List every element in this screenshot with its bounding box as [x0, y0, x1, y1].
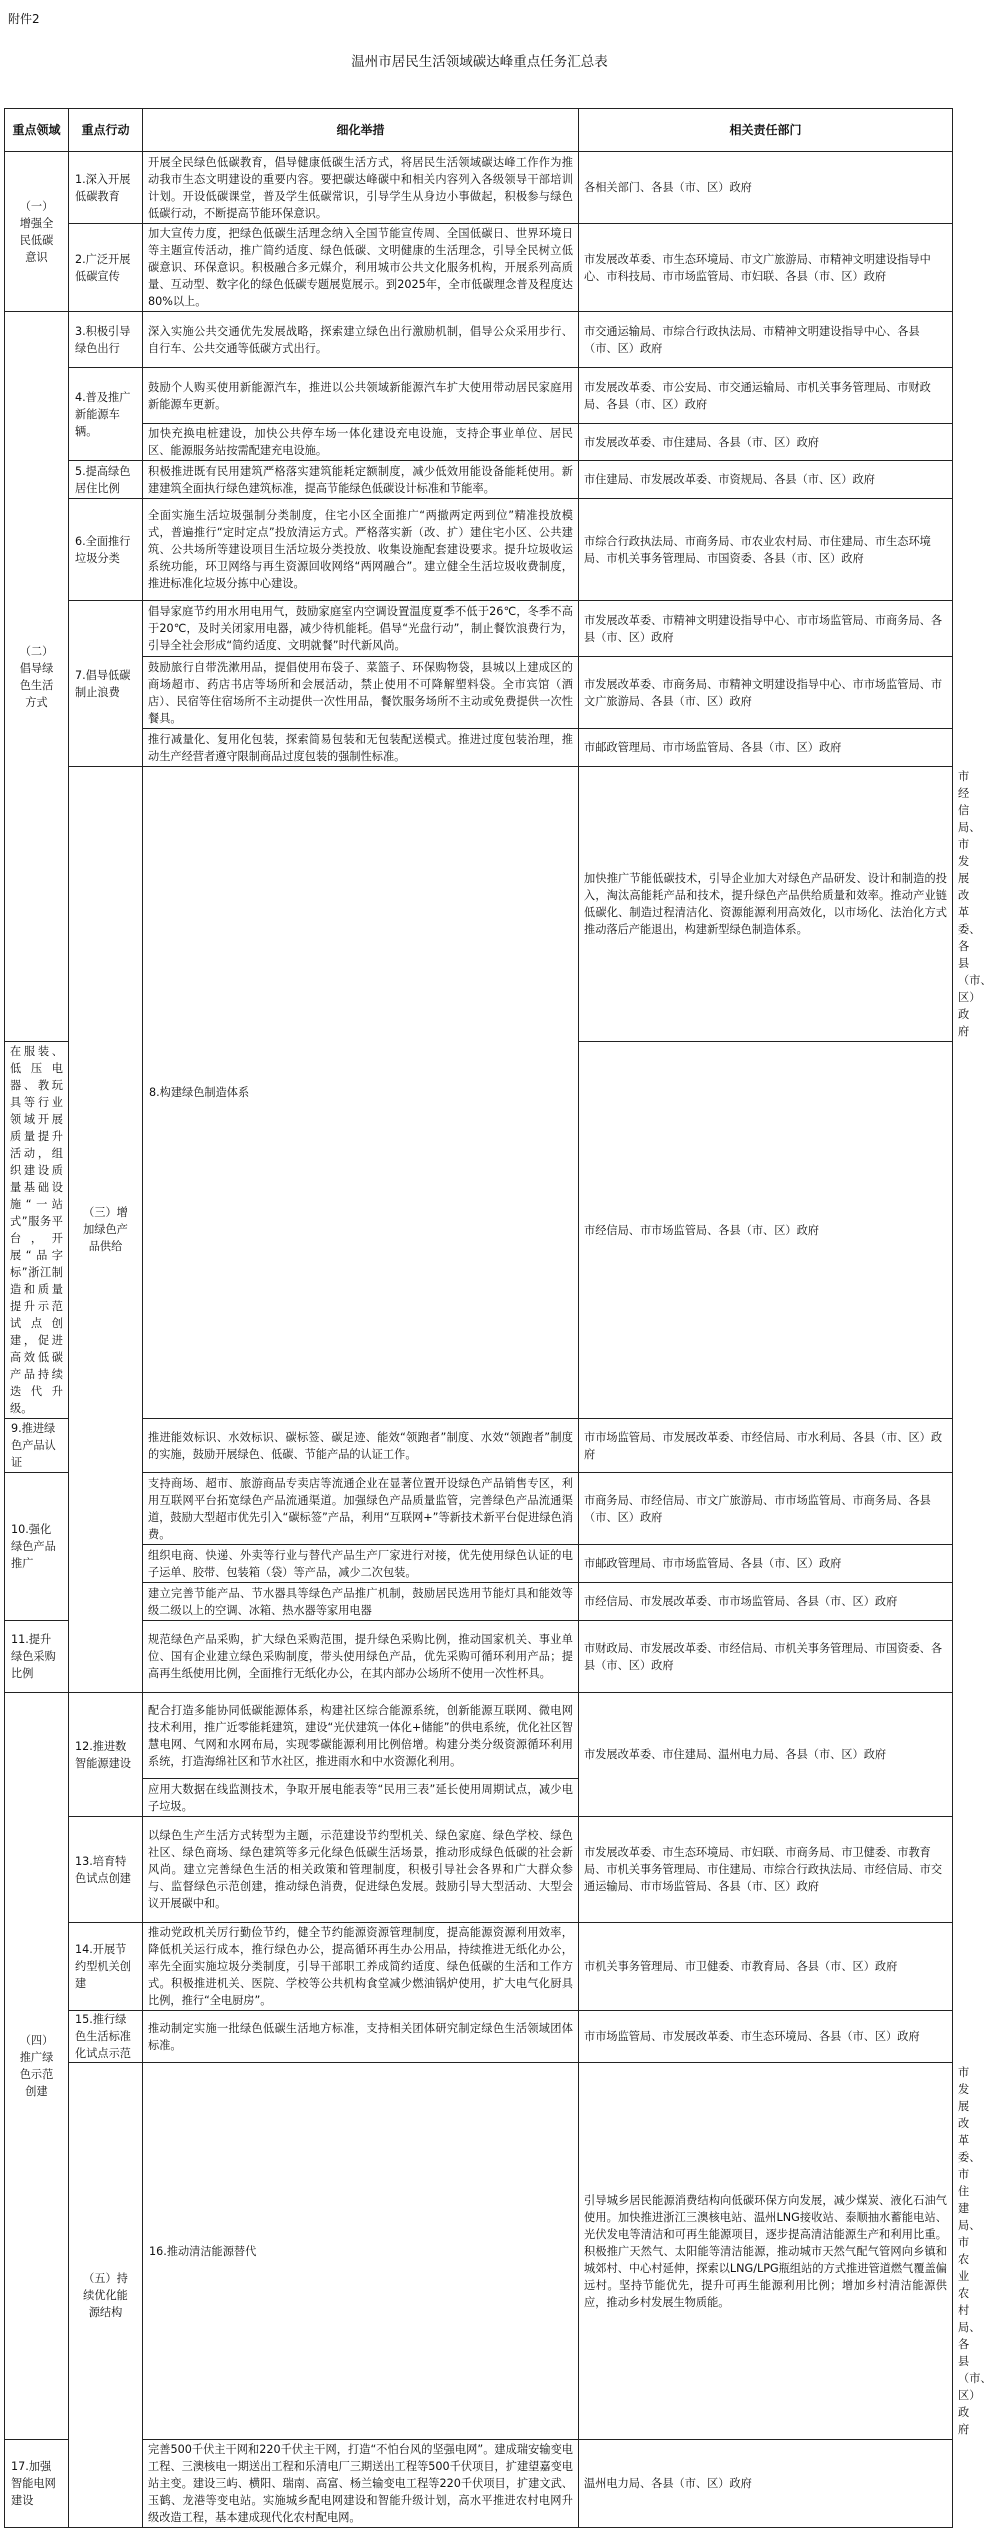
measure-cell: 规范绿色产品采购，扩大绿色采购范围，提升绿色采购比例，推动国家机关、事业单位、国有企业建立绿色采购制度，带头使用绿色产品，优先采购可循环利用产品；提高再生纸使用比例，全面推行无纸化办公，在其内部办公场所不使用一次性杯具。	[143, 1621, 579, 1693]
dept-cell: 市交通运输局、市综合行政执法局、市精神文明建设指导中心、各县（市、区）政府	[579, 312, 953, 368]
measure-cell: 深入实施公共交通优先发展战略，探索建立绿色出行激励机制，倡导公众采用步行、自行车、公共交通等低碳方式出行。	[143, 312, 579, 368]
dept-cell: 市财政局、市发展改革委、市经信局、市机关事务管理局、市国资委、各县（市、区）政府	[579, 1621, 953, 1693]
table-row: （三）增加绿色产品供给 8.构建绿色制造体系 加快推广节能低碳技术，引导企业加大对绿色产品研发、设计和制造的投入，淘汰高能耗产品和技术，提升绿色产品供给质量和效率。推动产业链低碳化、制造过程清洁化、资源能源利用高效化，以市场化、法治化方式推动落后产能退出，构建新型绿色制造体系。 市经信局、市发展改革委、各县（市、区）政府	[5, 767, 953, 1042]
measure-cell: 推动制定实施一批绿色低碳生活地方标准，支持相关团体研究制定绿色生活领域团体标准。	[143, 2011, 579, 2063]
table-row	[5, 1473, 953, 1545]
table-row	[5, 1693, 953, 1779]
action-cell: 15.推行绿色生活标准化试点示范	[69, 2011, 143, 2063]
measure-cell: 以绿色生产生活方式转型为主题，示范建设节约型机关、绿色家庭、绿色学校、绿色社区、绿色商场、绿色建筑等多元化绿色低碳生活场景，推动形成绿色低碳的社会新风尚。建立完善绿色生活的相关政策和管理制度，积极引导社会各界和广大群众参与、监督绿色示范创建，推动绿色消费，促进绿色发展。鼓励引导大型活动、大型会议开展碳中和。	[143, 1817, 579, 1923]
table-row	[5, 2440, 953, 2528]
dept-cell: 市发展改革委、市商务局、市精神文明建设指导中心、市市场监管局、市文广旅游局、各县（市、区）政府	[579, 657, 953, 729]
action-cell: 2.广泛开展低碳宣传	[69, 224, 143, 312]
task-summary-table	[4, 108, 992, 2528]
action-cell: 1.深入开展低碳教育	[69, 152, 143, 224]
table-row	[5, 2011, 953, 2063]
measure-cell: 在服装、低压电器、教玩具等行业领域开展质量提升活动，组织建设质量基础设施“一站式”服务平台，开展“品字标”浙江制造和质量提升示范试点创建，促进高效低碳产品持续迭代升级。	[5, 1042, 69, 1419]
measure-cell: 鼓励个人购买使用新能源汽车，推进以公共领域新能源汽车扩大使用带动居民家庭用新能源车更新。	[143, 368, 579, 424]
action-cell: 11.提升绿色采购比例	[5, 1621, 69, 1693]
action-cell: 13.培育特色试点创建	[69, 1817, 143, 1923]
measure-cell: 应用大数据在线监测技术，争取开展电能表等“民用三表”延长使用周期试点，减少电子垃圾。	[143, 1779, 579, 1817]
action-cell: 14.开展节约型机关创建	[69, 1923, 143, 2011]
domain-cell: （三）增加绿色产品供给	[69, 767, 143, 1693]
header-domain: 重点领域	[5, 109, 69, 152]
action-cell: 5.提高绿色居住比例	[69, 461, 143, 499]
measure-cell: 加快推广节能低碳技术，引导企业加大对绿色产品研发、设计和制造的投入，淘汰高能耗产品和技术，提升绿色产品供给质量和效率。推动产业链低碳化、制造过程清洁化、资源能源利用高效化，以市场化、法治化方式推动落后产能退出，构建新型绿色制造体系。	[579, 767, 953, 1042]
table-row	[5, 601, 953, 657]
table-row	[5, 1923, 953, 2011]
dept-cell: 市发展改革委、市公安局、市交通运输局、市机关事务管理局、市财政局、各县（市、区）政府	[579, 368, 953, 424]
table-row	[5, 1621, 953, 1693]
table-row	[5, 1419, 953, 1473]
dept-cell: 市经信局、市市场监管局、各县（市、区）政府	[579, 1042, 953, 1419]
table-row	[5, 729, 953, 767]
table-row	[5, 1545, 953, 1583]
dept-cell: 市住建局、市发展改革委、市资规局、各县（市、区）政府	[579, 461, 953, 499]
dept-cell: 市发展改革委、市住建局、温州电力局、各县（市、区）政府	[579, 1693, 953, 1817]
measure-cell: 加快充换电桩建设，加快公共停车场一体化建设充电设施，支持企事业单位、居民区、能源服务站按需配建充电设施。	[143, 424, 579, 461]
measure-cell: 加大宣传力度，把绿色低碳生活理念纳入全国节能宣传周、全国低碳日、世界环境日等主题宣传活动，推广简约适度、绿色低碳、文明健康的生活理念，引导全民树立低碳意识、环保意识。积极融合多元媒介，利用城市公共文化服务机构，开展系列高质量、互动型、数字化的绿色低碳专题展览展示。到2025年，全市低碳理念普及程度达80%以上。	[143, 224, 579, 312]
table-row	[5, 657, 953, 729]
domain-cell: （五）持续优化能源结构	[69, 2063, 143, 2528]
table-row	[5, 368, 953, 424]
action-cell: 6.全面推行垃圾分类	[69, 499, 143, 601]
page-title: 温州市居民生活领域碳达峰重点任务汇总表	[351, 54, 608, 70]
domain-cell: （二）倡导绿色生活方式	[5, 312, 69, 1042]
dept-cell: 市市场监管局、市发展改革委、市生态环境局、各县（市、区）政府	[579, 2011, 953, 2063]
header-dept: 相关责任部门	[579, 109, 953, 152]
dept-cell: 各相关部门、各县（市、区）政府	[579, 152, 953, 224]
measure-cell: 配合打造多能协同低碳能源体系，构建社区综合能源系统，创新能源互联网、微电网技术利用，推广近零能耗建筑，建设“光伏建筑一体化+储能”的供电系统，优化社区智慧电网、气网和水网布局，实现零碳能源利用比例倍增。构建分类分级资源循环利用系统，打造海绵社区和节水社区，推进雨水和中水资源化利用。	[143, 1693, 579, 1779]
measure-cell: 积极推进既有民用建筑严格落实建筑能耗定额制度，减少低效用能设备能耗使用。新建建筑全面执行绿色建筑标准，提高节能绿色低碳设计标准和节能率。	[143, 461, 579, 499]
measure-cell: 倡导家庭节约用水用电用气，鼓励家庭室内空调设置温度夏季不低于26℃，冬季不高于20℃，及时关闭家用电器，减少待机能耗。倡导“光盘行动”，制止餐饮浪费行为，引导全社会形成“简约适度、文明就餐”时代新风尚。	[143, 601, 579, 657]
measure-cell: 全面实施生活垃圾强制分类制度，住宅小区全面推广“两撤两定两到位”精准投放模式，普遍推行“定时定点”投放清运方式。严格落实新（改、扩）建住宅小区、公共建筑、公共场所等建设项目生活垃圾分类投放、收集设施配套建设要求。提升垃圾收运系统功能，环卫网络与再生资源回收网络“两网融合”。建立健全生活垃圾收费制度，推进标准化垃圾分拣中心建设。	[143, 499, 579, 601]
action-cell: 8.构建绿色制造体系	[143, 767, 579, 1419]
dept-cell: 市市场监管局、市发展改革委、市经信局、市水利局、各县（市、区）政府	[579, 1419, 953, 1473]
dept-cell: 市机关事务管理局、市卫健委、市教育局、各县（市、区）政府	[579, 1923, 953, 2011]
domain-cell: （一）增强全民低碳意识	[5, 152, 69, 312]
measure-cell: 建立完善节能产品、节水器具等绿色产品推广机制，鼓励居民选用节能灯具和能效等级二级以上的空调、冰箱、热水器等家用电器	[143, 1583, 579, 1621]
action-cell: 3.积极引导绿色出行	[69, 312, 143, 368]
measure-cell: 鼓励旅行自带洗漱用品，提倡使用布袋子、菜篮子、环保购物袋，县城以上建成区的商场超市、药店书店等场所和会展活动，禁止使用不可降解塑料袋。全市宾馆（酒店）、民宿等住宿场所不主动提供一次性用品，餐饮服务场所不主动或免费提供一次性餐具。	[143, 657, 579, 729]
annex-label: 附件2	[8, 12, 40, 26]
dept-cell: 市发展改革委、市生态环境局、市文广旅游局、市精神文明建设指导中心、市科技局、市市场监管局、市妇联、各县（市、区）政府	[579, 224, 953, 312]
dept-cell: 市邮政管理局、市市场监管局、各县（市、区）政府	[579, 729, 953, 767]
measure-cell: 引导城乡居民能源消费结构向低碳环保方向发展，减少煤炭、液化石油气使用。加快推进浙江三澳核电站、温州LNG接收站、泰顺抽水蓄能电站、光伏发电等清洁和可再生能源项目，逐步提高清洁能源生产和利用比重。积极推广天然气、太阳能等清洁能源，推动城市天然气配气管网向乡镇和城郊村、中心村延伸，探索以LNG/LPG瓶组站的方式推进管道燃气覆盖偏远村。坚持节能优先，提升可再生能源利用比例；增加乡村清洁能源供应，推动乡村发展生物质能。	[579, 2063, 953, 2440]
dept-cell: 市商务局、市经信局、市文广旅游局、市市场监管局、市商务局、各县（市、区）政府	[579, 1473, 953, 1545]
table-row	[5, 152, 953, 224]
header-measure: 细化举措	[143, 109, 579, 152]
action-cell: 17.加强智能电网建设	[5, 2440, 69, 2528]
table-row	[5, 424, 953, 461]
table-row: （五）持续优化能源结构 16.推动清洁能源替代 引导城乡居民能源消费结构向低碳环保方向发展，减少煤炭、液化石油气使用。加快推进浙江三澳核电站、温州LNG接收站、泰顺抽水蓄能电站、光伏发电等清洁和可再生能源项目，逐步提高清洁能源生产和利用比重。积极推广天然气、太阳能等清洁能源，推动城市天然气配气管网向乡镇和城郊村、中心村延伸，探索以LNG/LPG瓶组站的方式推进管道燃气覆盖偏远村。坚持节能优先，提升可再生能源利用比例；增加乡村清洁能源供应，推动乡村发展生物质能。 市发展改革委、市住建局、市农业农村局、各县（市、区）政府	[5, 2063, 953, 2440]
dept-cell: 市发展改革委、市住建局、各县（市、区）政府	[579, 424, 953, 461]
table-row	[5, 224, 953, 312]
measure-cell: 推进能效标识、水效标识、碳标签、碳足迹、能效“领跑者”制度、水效“领跑者”制度的实施，鼓励开展绿色、低碳、节能产品的认证工作。	[143, 1419, 579, 1473]
action-cell: 4.普及推广新能源车辆。	[69, 368, 143, 461]
table-row	[5, 312, 953, 368]
table-row	[5, 461, 953, 499]
table-row	[5, 1817, 953, 1923]
action-cell: 10.强化绿色产品推广	[5, 1473, 69, 1621]
dept-cell: 市发展改革委、市生态环境局、市妇联、市商务局、市卫健委、市教育局、市机关事务管理局、市住建局、市综合行政执法局、市经信局、市交通运输局、市市场监管局、各县（市、区）政府	[579, 1817, 953, 1923]
dept-cell: 温州电力局、各县（市、区）政府	[579, 2440, 953, 2528]
measure-cell: 推行减量化、复用化包装，探索简易包装和无包装配送模式。推进过度包装治理，推动生产经营者遵守限制商品过度包装的强制性标准。	[143, 729, 579, 767]
action-cell: 12.推进数智能源建设	[69, 1693, 143, 1817]
table-row	[5, 1583, 953, 1621]
dept-cell: 市邮政管理局、市市场监管局、各县（市、区）政府	[579, 1545, 953, 1583]
action-cell: 9.推进绿色产品认证	[5, 1419, 69, 1473]
measure-cell: 完善500千伏主干网和220千伏主干网，打造“不怕台风的坚强电网”。建成瑞安输变电工程、三澳核电一期送出工程和乐清电厂三期送出工程等500千伏项目，扩建望嘉变电站主变。建设三屿、横阳、瑞南、高富、杨兰输变电工程等220千伏项目，扩建文武、玉鹤、龙港等变电站。实施城乡配电网建设和智能升级计划，高水平推进农村电网升级改造工程，基本建成现代化农村配电网。	[143, 2440, 579, 2528]
dept-cell: 市综合行政执法局、市商务局、市农业农村局、市住建局、市生态环境局、市机关事务管理局、市国资委、各县（市、区）政府	[579, 499, 953, 601]
measure-cell: 组织电商、快递、外卖等行业与替代产品生产厂家进行对接，优先使用绿色认证的电子运单、胶带、包装箱（袋）等产品，减少二次包装。	[143, 1545, 579, 1583]
header-action: 重点行动	[69, 109, 143, 152]
measure-cell: 开展全民绿色低碳教育，倡导健康低碳生活方式，将居民生活领域碳达峰工作作为推动我市生态文明建设的重要内容。要把碳达峰碳中和相关内容列入各级领导干部培训计划。开设低碳课堂，普及学生低碳常识，引导学生从身边小事做起，积极参与绿色低碳行动，不断提高节能环保意识。	[143, 152, 579, 224]
measure-cell: 推动党政机关厉行勤俭节约，健全节约能源资源管理制度，提高能源资源利用效率，降低机关运行成本，推行绿色办公，提高循环再生办公用品，持续推进无纸化办公，率先全面实施垃圾分类制度，引导干部职工养成简约适度、绿色低碳的生活和工作方式。积极推进机关、医院、学校等公共机构食堂减少燃油锅炉使用，扩大电气化厨具比例，推行“全电厨房”。	[143, 1923, 579, 2011]
action-cell: 16.推动清洁能源替代	[143, 2063, 579, 2440]
action-cell: 7.倡导低碳制止浪费	[69, 601, 143, 767]
measure-cell: 支持商场、超市、旅游商品专卖店等流通企业在显著位置开设绿色产品销售专区，利用互联网平台拓宽绿色产品流通渠道。加强绿色产品质量监管，完善绿色产品流通渠道，鼓励大型超市优先引入“碳标签”产品，利用“互联网+”等新技术新平台促进绿色消费。	[143, 1473, 579, 1545]
table-row	[5, 499, 953, 601]
domain-cell: （四）推广绿色示范创建	[5, 1693, 69, 2440]
table-header-row	[5, 109, 953, 152]
dept-cell: 市发展改革委、市精神文明建设指导中心、市市场监管局、市商务局、各县（市、区）政府	[579, 601, 953, 657]
dept-cell: 市经信局、市发展改革委、市市场监管局、各县（市、区）政府	[579, 1583, 953, 1621]
